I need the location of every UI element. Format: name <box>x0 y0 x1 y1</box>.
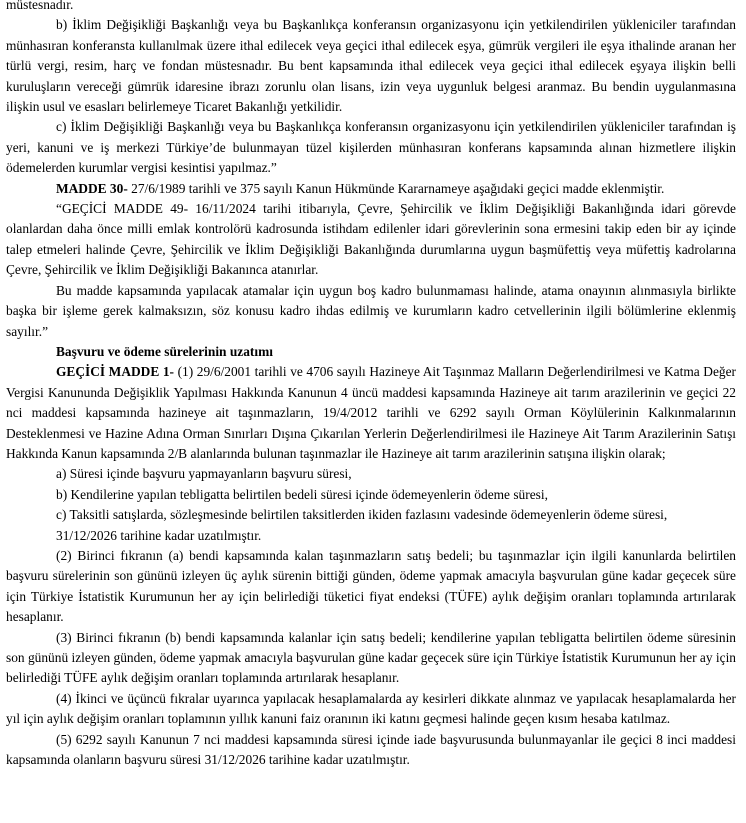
paragraph-clause-b: b) İklim Değişikliği Başkanlığı veya bu Başkanlıkça konferansın organizasyonu için yetkilendirilen yükleniciler tarafından münhasıran konferansta kullanılmak üzere ithal edilecek veya geçici ithal edilecek eşya, gümrük vergileri ile eşya ithalinde aranan her türlü vergi, resim, harç ve fondan müstesnadır. Bu bent kapsamında ithal edilecek veya geçici ithal edilecek eşyaya ilişkin belli kuruluşların vereceği gümrük idaresine ibrazı zorunlu olan lisans, izin veya uygunluk belgesi aranmaz. Bu bendin uygulanmasına ilişkin usul ve esasları belirlemeye Ticaret Bakanlığı yetkilidir. <box>6 17 736 115</box>
provisional-article-1-label: GEÇİCİ MADDE 1- <box>56 364 174 380</box>
paragraph-staffing: Bu madde kapsamında yapılacak atamalar için uygun boş kadro bulunmaması halinde, atama onayının alınmasıyla birlikte başka bir işleme gerek kalmaksızın, söz konusu kadro ihdas edilmiş ve kurumların kadro cetvellerinin ilgili bölümlerine eklenmiş sayılır.” <box>6 282 736 339</box>
paragraph-clause-c: c) İklim Değişikliği Başkanlığı veya bu Başkanlıkça konferansın organizasyonu için yetkilendirilen yükleniciler tarafından iş yeri, kanuni ve iş merkezi Türkiye’de bulunmayan tüzel kişilerden münhasıran konferans kapsamında alınan hizmetlere ilişkin ödemelerden kurumlar vergisi kesintisi yapılmaz.” <box>6 119 736 176</box>
paragraph-subsection-2: (2) Birinci fıkranın (a) bendi kapsamında kalan taşınmazların satış bedeli; bu taşınmazlar için ilgili kanunlarda belirtilen başvuru sürelerinin son gününü izleyen üç aylık sürenin bittiği günden, ödeme yapmak amacıyla başvurulan güne kadar geçecek süre için Türkiye İstatistik Kurumunun her ay için belirlediği tüketici fiyat endeksi (TÜFE) aylık değişim oranları toplamında artırılarak hesaplanır. <box>6 547 736 625</box>
document-page <box>6 0 736 770</box>
paragraph-provisional-article-49: “GEÇİCİ MADDE 49- 16/11/2024 tarihi itibarıyla, Çevre, Şehircilik ve İklim Değişikliği Bakanlığında idari görevde olanlardan daha önce milli emlak kontrolörü kadrosunda istihdam edilenler idari görevlerinin sona ermesini takip eden bir ay içinde talep etmeleri halinde Çevre, Şehircilik ve İklim Değişikliği Bakanlığında durumlarına uygun başmüfettiş veya müfettiş kadrolarına Çevre, Şehircilik ve İklim Değişikliği Bakanınca atanırlar. <box>6 201 736 278</box>
paragraph-continuation: müstesnadır. <box>6 0 74 12</box>
paragraph-deadline: 31/12/2026 tarihine kadar uzatılmıştır. <box>56 527 262 543</box>
paragraph-article-30 <box>6 179 736 199</box>
paragraph-subsection-3: (3) Birinci fıkranın (b) bendi kapsamında kalanlar için satış bedeli; kendilerine yapılan tebligatta belirtilen ödeme süresinin son gününü izleyen günden, ödeme yapmak amacıyla başvurulan güne kadar geçecek süre için Türkiye İstatistik Kurumunun her ay için belirlediği TÜFE aylık değişim oranları toplamında artırılarak hesaplanır. <box>6 629 736 686</box>
provisional-article-1-text: (1) 29/6/2001 tarihli ve 4706 sayılı Hazineye Ait Taşınmaz Malların Değerlendirilmesi ve Katma Değer Vergisi Kanununda Değişiklik Yapılması Hakkında Kanunun 4 üncü maddesi kapsamında Hazineye ait tarım arazilerinin ve geçici 22 nci maddesi kapsamında hazineye ait taşınmazların, 19/4/2012 tarihli ve 6292 sayılı Orman Köylülerinin Kalkınmalarının Desteklenmesi ve Hazine Adına Orman Sınırları Dışına Çıkarılan Yerlerin Değerlendirilmesi ile Hazineye Ait Tarım Arazilerinin Satışı Hakkında Kanun kapsamında 2/B alanlarında bulunan taşınmazlar ile Hazineye ait tarım arazilerinin satışına ilişkin olarak; <box>6 364 736 461</box>
section-heading: Başvuru ve ödeme sürelerinin uzatımı <box>56 343 273 359</box>
paragraph-provisional-article-1 <box>6 362 736 464</box>
list-item-b: b) Kendilerine yapılan tebligatta belirtilen bedeli süresi içinde ödemeyenlerin ödeme süresi, <box>56 486 548 502</box>
article-30-label: MADDE 30- <box>56 180 128 196</box>
list-item-c: c) Taksitli satışlarda, sözleşmesinde belirtilen taksitlerden ikiden fazlasını vadesinde ödemeyenlerin ödeme süresi, <box>56 507 668 523</box>
paragraph-subsection-4: (4) İkinci ve üçüncü fıkralar uyarınca yapılacak hesaplamalarda ay kesirleri dikkate alınmaz ve yapılacak hesaplamalarda her yıl için aylık değişim oranları toplamının yıllık kanuni faiz oranının iki katını geçmesi halinde geçen kısım hesaba katılmaz. <box>6 690 736 727</box>
article-30-text: 27/6/1989 tarihli ve 375 sayılı Kanun Hükmünde Kararnameye aşağıdaki geçici madde eklenmiştir. <box>127 180 665 196</box>
list-item-a: a) Süresi içinde başvuru yapmayanların başvuru süresi, <box>56 466 352 482</box>
paragraph-subsection-5: (5) 6292 sayılı Kanunun 7 nci maddesi kapsamında süresi içinde iade başvurusunda bulunmayanlar ile geçici 8 inci maddesi kapsamında olanların başvuru süresi 31/12/2026 tarihine kadar uzatılmıştır. <box>6 731 736 768</box>
